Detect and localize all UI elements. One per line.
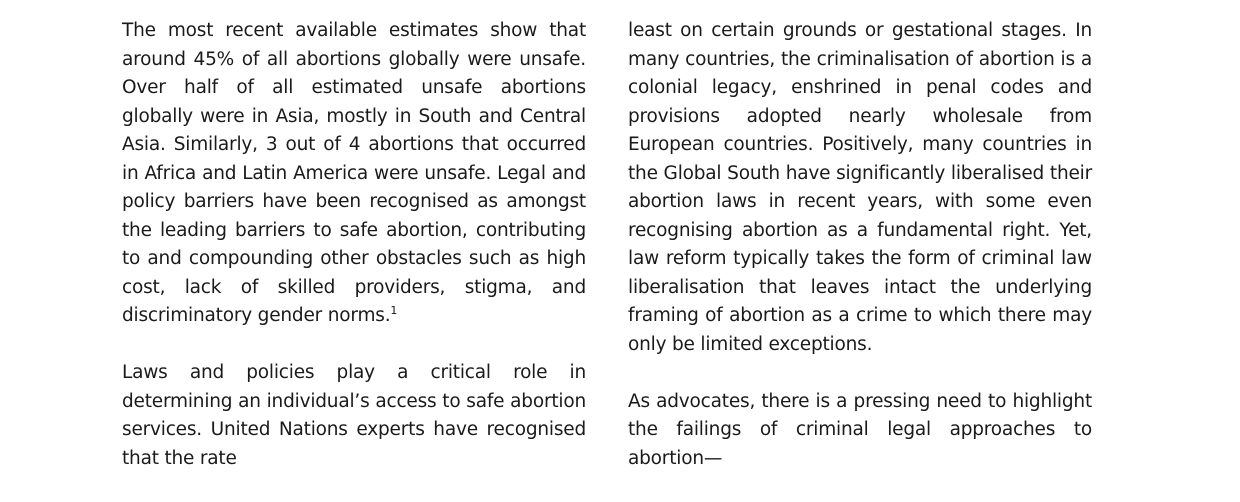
paragraph-text: The most recent available estimates show that around 45% of all abortions globally were unsafe. Over half of all estimated unsafe abortions globally were in Asia, mostly in South and Central Asia. Similarly, 3 out of 4 abortions that occurred in Africa and Latin America were unsafe. Legal and policy barriers have been recognised as amongst the leading barriers to safe abortion, contributing to and compounding other obstacles such as high cost, lack of skilled providers, stigma, and discriminatory gender norms. [122, 20, 586, 326]
paragraph-advocates [628, 388, 1092, 474]
paragraph-unsafe-abortion-estimates [122, 17, 586, 331]
paragraph-criminalisation-legacy [628, 17, 1092, 359]
left-column [122, 17, 586, 502]
footnote-reference: 1 [390, 304, 398, 317]
paragraph-text: least on certain grounds or gestational stages. In many countries, the criminalisation of abortion is a colonial legacy, enshrined in penal codes and provisions adopted nearly wholesale from European countries. Positively, many countries in the Global South have significantly liberalised their abortion laws in recent years, with some even recognising abortion as a fundamental right. Yet, law reform typically takes the form of criminal law liberalisation that leaves intact the underlying framing of abortion as a crime to which there may only be limited exceptions. [628, 20, 1092, 355]
paragraph-text: Laws and policies play a critical role in determining an individual’s access to safe abortion services. United Nations experts have recognised that the rate [122, 362, 586, 469]
right-column [628, 17, 1092, 502]
paragraph-laws-and-policies [122, 359, 586, 473]
paragraph-text: As advocates, there is a pressing need to highlight the failings of criminal legal approaches to abortion— [628, 390, 1092, 469]
